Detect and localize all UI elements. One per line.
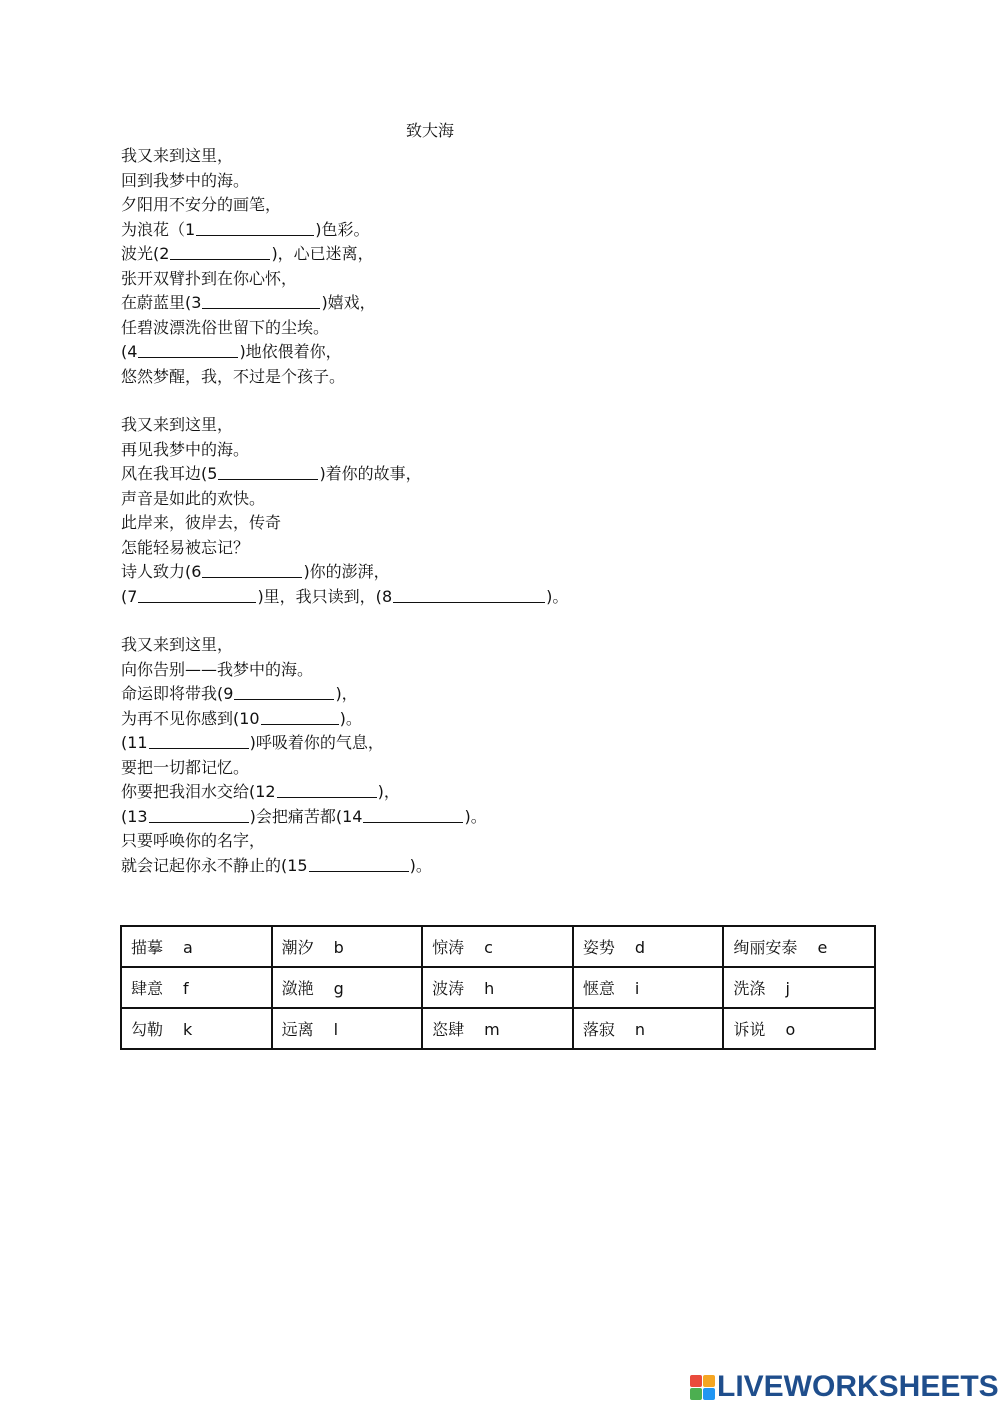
answer-blank-1[interactable]	[196, 219, 314, 236]
word-bank-cell	[723, 1008, 875, 1049]
answer-blank-5[interactable]	[218, 463, 318, 480]
word-bank-cell	[573, 926, 724, 967]
answer-blank-7[interactable]	[138, 586, 256, 603]
blank-number: 6	[191, 562, 202, 581]
word-option: 勾勒	[131, 1020, 164, 1039]
word-option-letter: l	[333, 1020, 339, 1039]
poem-line	[121, 829, 741, 854]
blank-number: 2	[159, 244, 170, 263]
word-option-letter: h	[484, 979, 495, 998]
word-option-letter: f	[183, 979, 189, 998]
blank-number: 5	[207, 464, 218, 483]
line-text: )你的澎湃，	[303, 562, 390, 581]
answer-blank-9[interactable]	[234, 683, 334, 700]
word-option: 潋滟	[281, 979, 314, 998]
word-bank-cell	[121, 967, 272, 1008]
word-bank-cell	[723, 967, 875, 1008]
word-bank-row	[121, 967, 875, 1008]
word-option: 恣肆	[432, 1020, 465, 1039]
poem-line	[121, 462, 741, 487]
blank-number: 4	[127, 342, 138, 361]
line-text: 再见我梦中的海。	[121, 439, 250, 459]
answer-blank-14[interactable]	[363, 806, 463, 823]
line-text: 为再不见你感到(	[121, 708, 240, 728]
line-text: 悠然梦醒，我，不过是个孩子。	[121, 366, 346, 386]
poem-line	[121, 805, 741, 830]
poem-line	[121, 633, 741, 658]
poem-line	[121, 267, 741, 292]
line-text: 怎能轻易被忘记？	[121, 537, 250, 557]
word-bank-cell	[272, 926, 423, 967]
line-text: 张开双臂扑到在你心怀，	[121, 268, 298, 288]
word-option-letter: o	[785, 1020, 796, 1039]
blank-number: 9	[223, 684, 234, 703]
poem-line	[121, 707, 741, 732]
word-bank-cell	[573, 1008, 724, 1049]
line-text: 此岸来，彼岸去，传奇	[121, 513, 282, 532]
poem-line	[121, 340, 741, 365]
line-text: 命运即将带我(	[121, 684, 224, 703]
word-bank-cell	[121, 926, 272, 967]
line-text: )里，我只读到，(	[257, 586, 382, 606]
line-text: 就会记起你永不静止的(	[121, 855, 288, 875]
stanza	[121, 413, 741, 609]
line-text: )，	[377, 782, 400, 801]
word-option: 绚丽安泰	[733, 938, 798, 957]
word-option-letter: k	[183, 1020, 193, 1039]
word-bank-cell	[121, 1008, 272, 1049]
poem-line	[121, 854, 741, 879]
poem-line	[121, 487, 741, 512]
line-text: )着你的故事，	[319, 464, 422, 483]
line-text: (	[121, 806, 128, 826]
blank-number: 15	[287, 855, 308, 875]
line-text: 风在我耳边(	[121, 464, 208, 483]
word-bank-row	[121, 926, 875, 967]
poem-line	[121, 169, 741, 194]
brand-logo	[690, 1372, 999, 1402]
poem-line	[121, 316, 741, 341]
poem-line	[121, 658, 741, 683]
word-option: 落寂	[582, 1020, 615, 1039]
line-text: )地依偎着你，	[239, 342, 342, 361]
liveworksheets-logo-icon	[690, 1375, 715, 1400]
stanza	[121, 633, 741, 878]
line-text: 只要呼唤你的名字，	[121, 831, 266, 850]
answer-blank-11[interactable]	[149, 732, 249, 749]
word-bank-cell	[573, 967, 724, 1008]
answer-blank-13[interactable]	[149, 806, 249, 823]
word-option-letter: e	[817, 938, 828, 957]
word-option-letter: g	[333, 979, 344, 998]
word-option-letter: a	[183, 938, 193, 957]
poem-line	[121, 756, 741, 781]
word-option-letter: d	[634, 938, 646, 957]
line-text: 要把一切都记忆。	[121, 757, 250, 777]
poem-line	[121, 218, 741, 243]
line-text: )色彩。	[315, 219, 370, 239]
blank-number: 8	[381, 586, 393, 606]
word-option: 姿势	[582, 938, 615, 957]
word-bank-cell	[723, 926, 875, 967]
poem-line	[121, 560, 741, 585]
word-bank-table	[120, 925, 876, 1050]
line-text: )呼吸着你的气息，	[249, 733, 384, 752]
poem-line	[121, 511, 741, 536]
poem-line	[121, 780, 741, 805]
word-option: 惊涛	[432, 938, 465, 957]
line-text: (	[121, 586, 128, 606]
line-text: )。	[546, 586, 569, 606]
poem-line	[121, 731, 741, 756]
word-bank-cell	[422, 967, 573, 1008]
word-option-letter: n	[634, 1020, 646, 1039]
line-text: (	[121, 733, 128, 752]
line-text: 我又来到这里，	[121, 146, 234, 165]
line-text: 回到我梦中的海。	[121, 170, 250, 190]
answer-blank-10[interactable]	[261, 708, 339, 725]
blank-number: 13	[127, 806, 148, 826]
answer-blank-3[interactable]	[202, 292, 320, 309]
blank-number: 11	[127, 733, 148, 752]
word-option: 潮汐	[281, 938, 314, 957]
worksheet-title: 致大海	[405, 121, 454, 140]
word-option-letter: c	[484, 938, 493, 957]
stanza	[121, 144, 741, 389]
word-option-letter: b	[333, 938, 344, 957]
word-bank-row	[121, 1008, 875, 1049]
answer-blank-15[interactable]	[309, 855, 409, 872]
line-text: 我又来到这里，	[121, 415, 234, 434]
poem-line	[121, 193, 741, 218]
word-bank-cell	[272, 967, 423, 1008]
word-option: 诉说	[733, 1020, 766, 1039]
line-text: 你要把我泪水交给(	[121, 782, 256, 801]
blank-number: 12	[255, 782, 276, 801]
word-option-letter: i	[634, 979, 640, 998]
line-text: )，	[335, 684, 358, 703]
line-text: )。	[409, 855, 432, 875]
answer-blank-8[interactable]	[393, 586, 545, 603]
word-option: 远离	[281, 1020, 314, 1039]
poem-line	[121, 365, 741, 390]
line-text: 为浪花（	[121, 219, 186, 239]
line-text: 我又来到这里，	[121, 635, 234, 654]
word-bank-cell	[422, 1008, 573, 1049]
line-text: 声音是如此的欢快。	[121, 488, 266, 508]
line-text: )嬉戏，	[321, 293, 376, 312]
line-text: )会把痛苦都(	[249, 806, 343, 826]
word-option: 惬意	[582, 979, 615, 998]
brand-text: LIVEWORKSHEETS	[717, 1370, 999, 1403]
blank-number: 10	[239, 708, 260, 728]
poem-line	[121, 144, 741, 169]
line-text: 波光(	[121, 244, 160, 263]
answer-blank-6[interactable]	[202, 561, 302, 578]
line-text: 在蔚蓝里(	[121, 293, 192, 312]
word-option: 波涛	[432, 979, 465, 998]
poem-line	[121, 413, 741, 438]
line-text: (	[121, 342, 128, 361]
word-option: 洗涤	[733, 979, 766, 998]
poem-line	[121, 438, 741, 463]
poem-line	[121, 242, 741, 267]
word-bank-cell	[422, 926, 573, 967]
answer-blank-2[interactable]	[170, 243, 270, 260]
poem-line	[121, 585, 741, 610]
blank-number: 7	[127, 586, 138, 606]
word-bank-cell	[272, 1008, 423, 1049]
poem	[121, 144, 741, 902]
line-text: 诗人致力(	[121, 562, 192, 581]
poem-line	[121, 682, 741, 707]
line-text: )。	[339, 708, 362, 728]
word-option-letter: j	[785, 979, 790, 998]
blank-number: 14	[342, 806, 363, 826]
blank-number: 1	[185, 219, 196, 239]
line-text: )，心已迷离，	[271, 244, 374, 263]
poem-line	[121, 536, 741, 561]
line-text: 向你告别——我梦中的海。	[121, 659, 314, 679]
answer-blank-4[interactable]	[138, 341, 238, 358]
line-text: 夕阳用不安分的画笔，	[121, 195, 282, 214]
word-option-letter: m	[484, 1020, 500, 1039]
poem-line	[121, 291, 741, 316]
line-text: 任碧波漂洗俗世留下的尘埃。	[121, 317, 330, 337]
blank-number: 3	[191, 293, 202, 312]
word-option: 描摹	[131, 938, 164, 957]
answer-blank-12[interactable]	[277, 781, 377, 798]
line-text: )。	[464, 806, 487, 826]
word-option: 肆意	[131, 979, 164, 998]
